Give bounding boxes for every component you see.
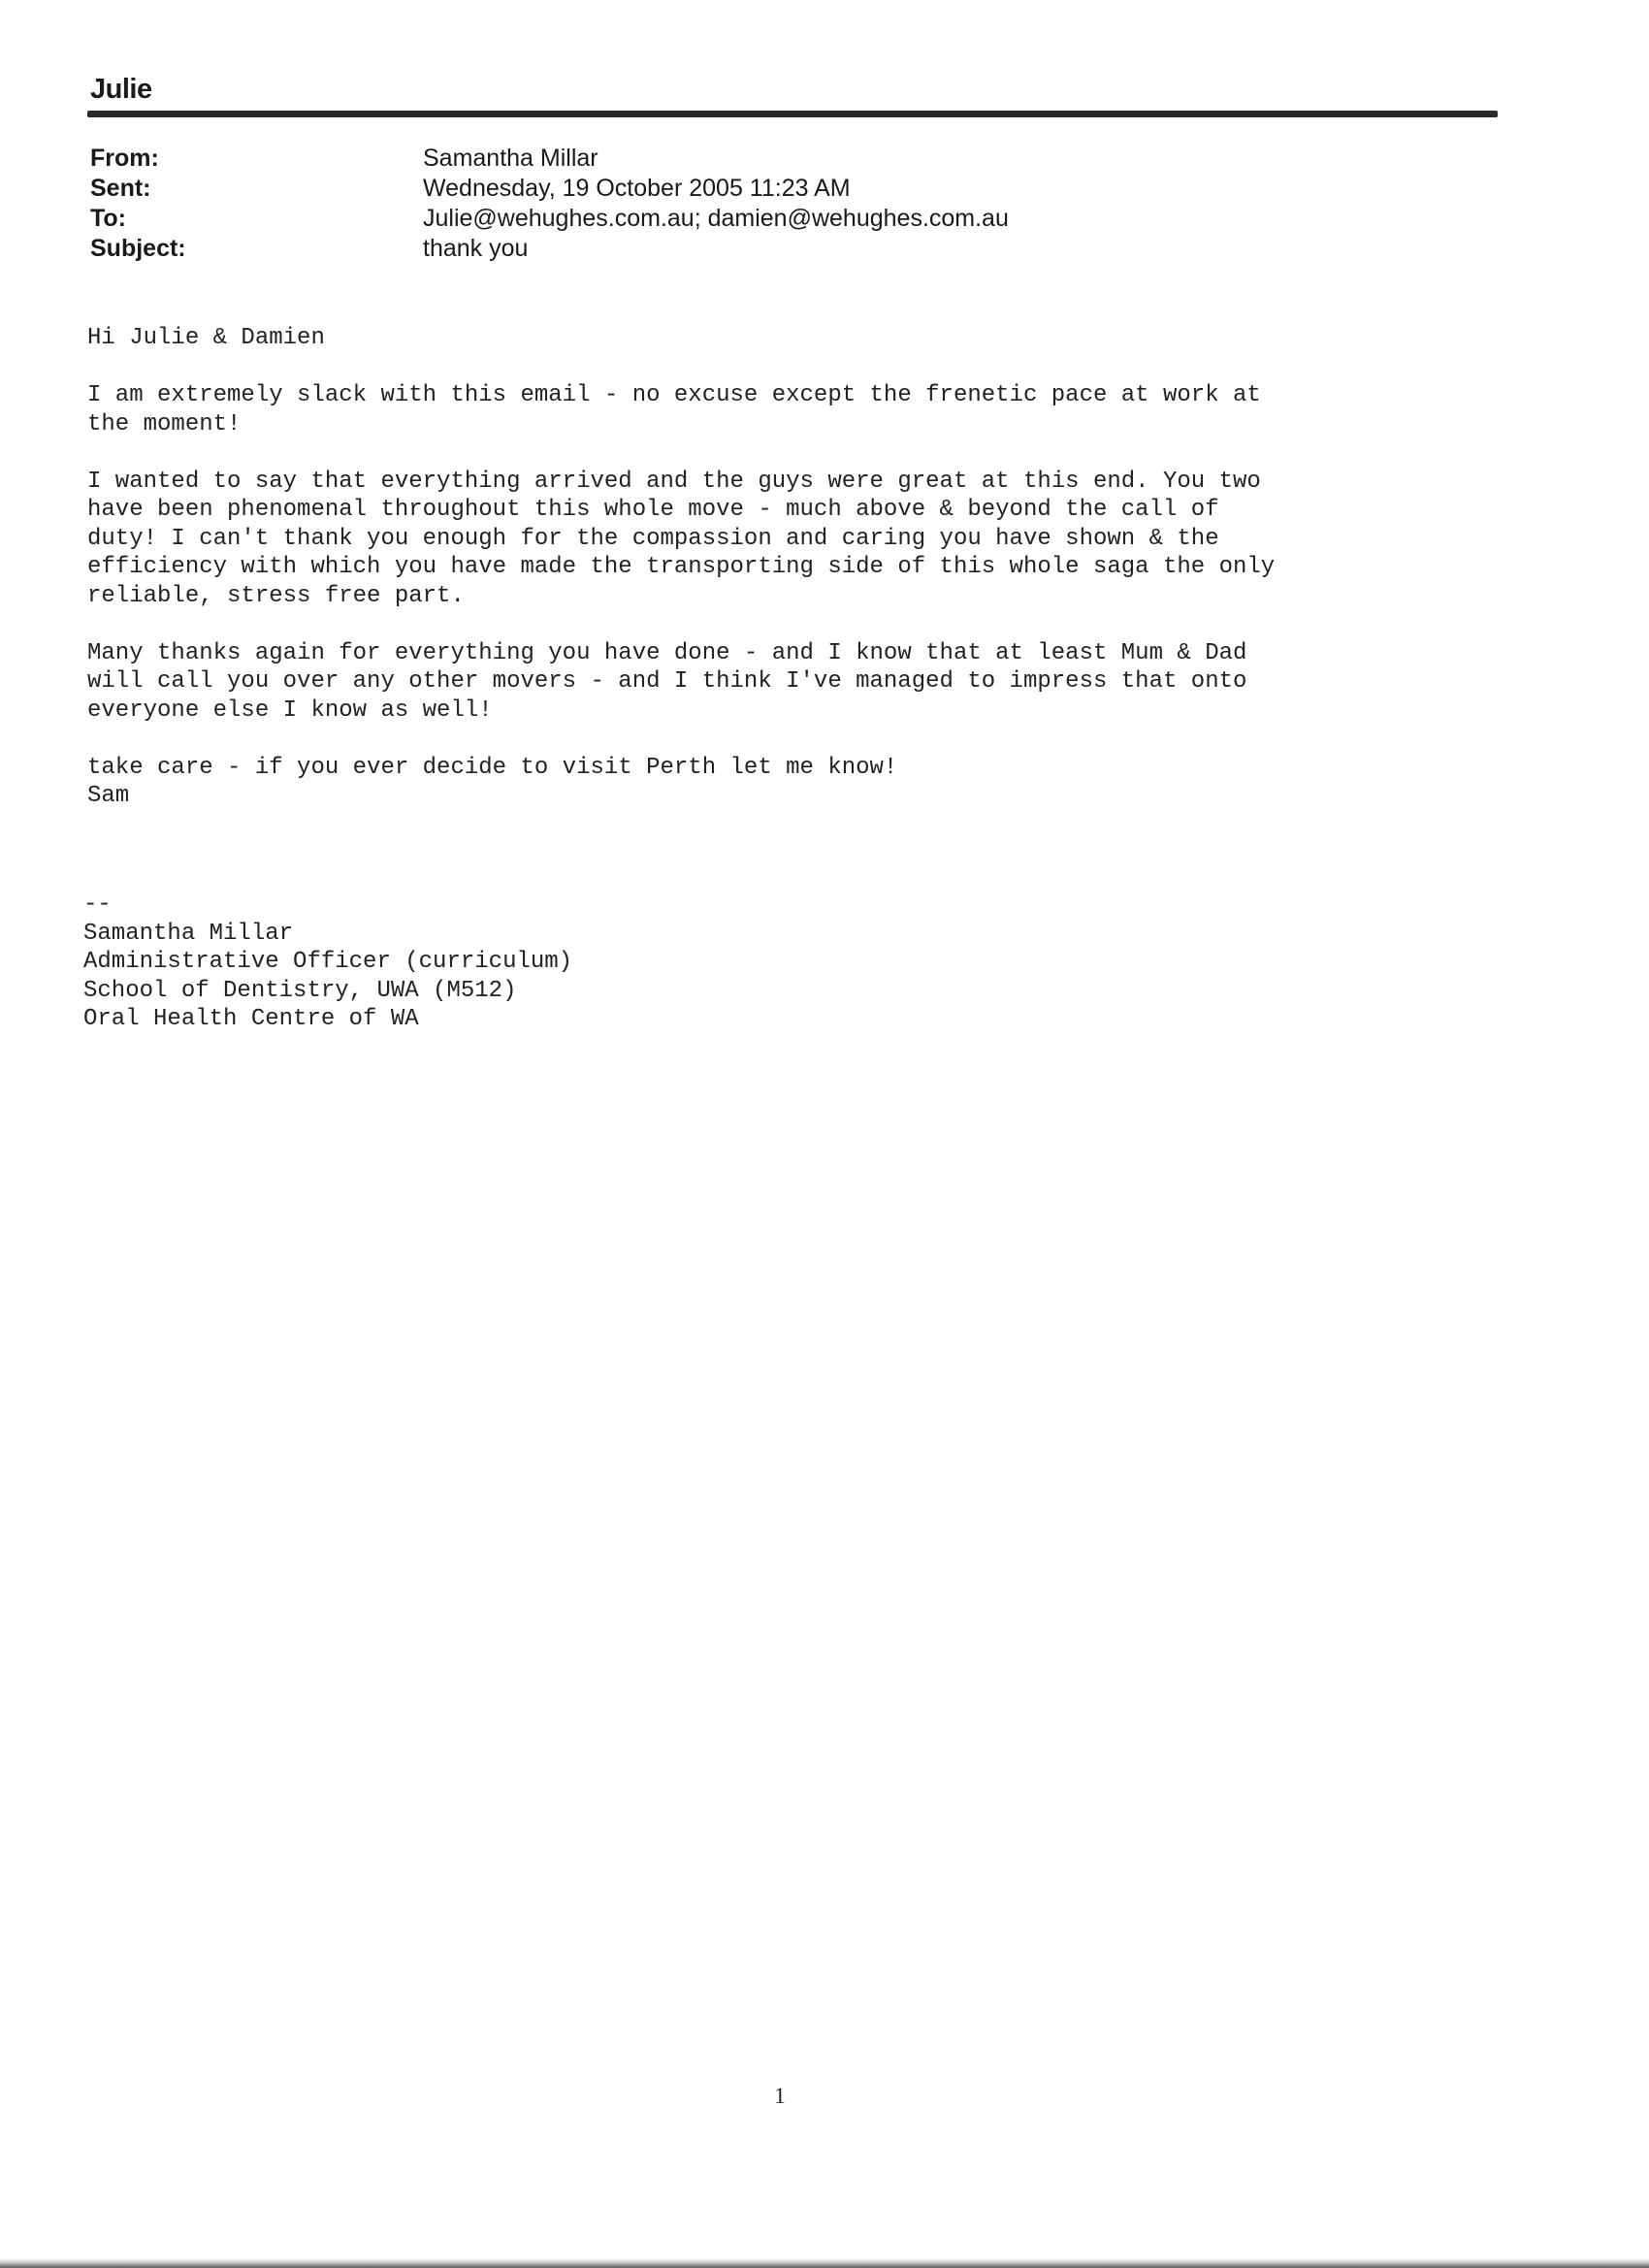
from-value: Samantha Millar — [423, 145, 598, 172]
signature-department: School of Dentistry, UWA (M512) — [83, 977, 517, 1004]
body-line: take care - if you ever decide to visit Perth let me know! — [87, 754, 898, 781]
body-line: efficiency with which you have made the transporting side of this whole saga the only — [87, 554, 1276, 580]
body-line: Hi Julie & Damien — [87, 325, 325, 351]
to-row — [90, 204, 1009, 234]
header-divider — [87, 111, 1498, 117]
body-line: have been phenomenal throughout this whole move - much above & beyond the call of — [87, 497, 1219, 523]
signature-organisation: Oral Health Centre of WA — [83, 1006, 419, 1032]
to-label: To: — [90, 205, 127, 232]
body-line: reliable, stress free part. — [87, 582, 465, 609]
signature-name: Samantha Millar — [83, 920, 294, 947]
subject-row — [90, 234, 1009, 264]
body-line: duty! I can't thank you enough for the compassion and caring you have shown & the — [87, 525, 1219, 552]
email-header-fields — [90, 144, 1009, 264]
to-value: Julie@wehughes.com.au; damien@wehughes.com.au — [423, 205, 1009, 232]
from-label: From: — [90, 145, 159, 172]
signature-separator: -- — [83, 891, 112, 918]
subject-label: Subject: — [90, 235, 186, 262]
sent-value: Wednesday, 19 October 2005 11:23 AM — [423, 175, 851, 202]
body-line: Sam — [87, 783, 130, 809]
from-row — [90, 144, 1009, 174]
signature-title: Administrative Officer (curriculum) — [83, 949, 573, 975]
body-line: will call you over any other movers - and I think I've managed to impress that onto — [87, 668, 1247, 695]
email-signature — [83, 891, 572, 1034]
body-line: I wanted to say that everything arrived and the guys were great at this end. You two — [87, 468, 1261, 495]
body-paragraph-1 — [87, 381, 1504, 438]
body-paragraph-3 — [87, 639, 1504, 726]
sent-row — [90, 174, 1009, 204]
email-body — [87, 324, 1504, 839]
body-paragraph-4 — [87, 754, 1504, 811]
body-line: I am extremely slack with this email - no excuse except the frenetic pace at work at — [87, 382, 1261, 408]
sent-label: Sent: — [90, 175, 151, 202]
body-line: the moment! — [87, 410, 242, 437]
body-paragraph-2 — [87, 468, 1504, 611]
greeting-paragraph — [87, 324, 1504, 353]
body-line: everyone else I know as well! — [87, 697, 493, 724]
mailbox-owner-name: Julie — [90, 74, 152, 105]
body-line: Many thanks again for everything you have done - and I know that at least Mum & Dad — [87, 639, 1247, 666]
scan-edge-shadow — [0, 2258, 1649, 2268]
subject-value: thank you — [423, 235, 529, 262]
page-number: 1 — [774, 2084, 786, 2108]
